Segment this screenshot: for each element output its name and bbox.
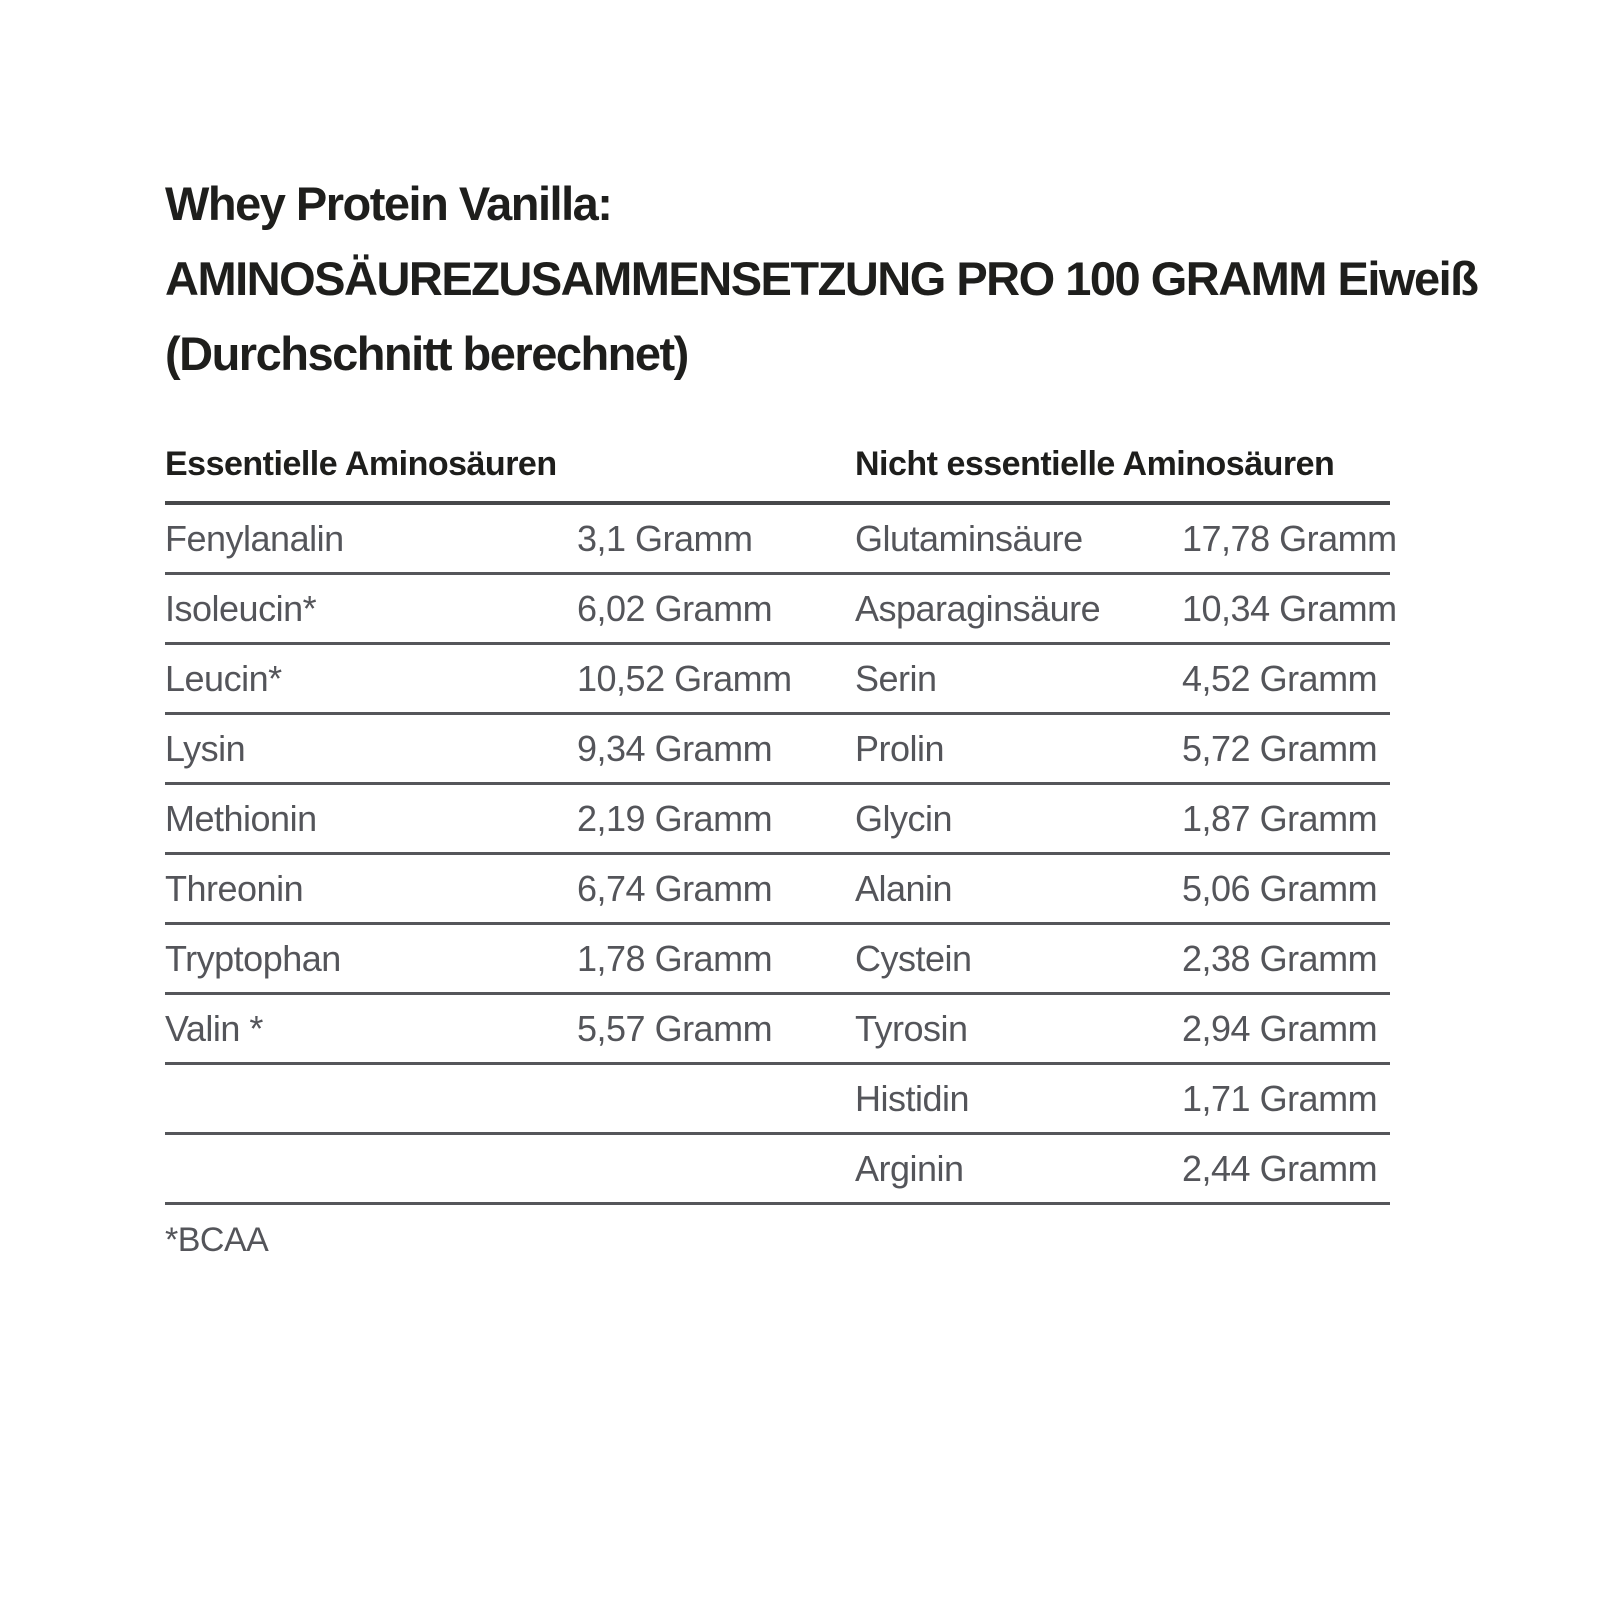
bcaa-footnote: *BCAA <box>165 1221 269 1259</box>
table-row <box>165 1135 1390 1205</box>
table-row <box>165 505 1397 575</box>
essential-value: 6,02 Gramm <box>577 587 773 629</box>
essential-value: 6,74 Gramm <box>577 867 773 909</box>
table-row <box>165 1065 1390 1135</box>
essential-name: Threonin <box>165 867 304 909</box>
amino-acid-table <box>165 445 1397 1260</box>
non-essential-value: 2,94 Gramm <box>1182 1007 1378 1049</box>
non-essential-value: 1,87 Gramm <box>1182 797 1378 839</box>
title-line-product: Whey Protein Vanilla: <box>165 177 612 230</box>
page-title <box>165 166 1478 391</box>
essential-name: Leucin* <box>165 657 282 699</box>
essential-value: 10,52 Gramm <box>577 657 792 699</box>
essential-value: 3,1 Gramm <box>577 517 753 559</box>
essential-name: Valin * <box>165 1007 263 1049</box>
non-essential-value: 17,78 Gramm <box>1182 517 1397 559</box>
non-essential-name: Prolin <box>855 727 945 769</box>
essential-value: 5,57 Gramm <box>577 1007 773 1049</box>
essential-name: Fenylanalin <box>165 517 344 559</box>
table-row <box>165 715 1390 785</box>
non-essential-name: Asparaginsäure <box>855 587 1101 629</box>
essential-name: Methionin <box>165 797 317 839</box>
non-essential-value: 5,72 Gramm <box>1182 727 1378 769</box>
essential-name: Isoleucin* <box>165 587 317 629</box>
non-essential-name: Serin <box>855 657 937 699</box>
non-essential-name: Cystein <box>855 937 972 979</box>
essential-name: Lysin <box>165 727 246 769</box>
non-essential-name: Tyrosin <box>855 1007 968 1049</box>
non-essential-value: 2,44 Gramm <box>1182 1147 1378 1189</box>
non-essential-name: Glycin <box>855 797 953 839</box>
non-essential-value: 1,71 Gramm <box>1182 1077 1378 1119</box>
table-row <box>165 995 1390 1065</box>
table-row <box>165 785 1390 855</box>
non-essential-name: Alanin <box>855 867 953 909</box>
title-line-note: (Durchschnitt berechnet) <box>165 327 688 380</box>
essential-value: 1,78 Gramm <box>577 937 773 979</box>
non-essential-value: 2,38 Gramm <box>1182 937 1378 979</box>
essential-value: 2,19 Gramm <box>577 797 773 839</box>
table-row <box>165 575 1397 645</box>
table-row <box>165 925 1390 995</box>
essential-value: 9,34 Gramm <box>577 727 773 769</box>
table-row <box>165 645 1390 715</box>
title-line-composition: AMINOSÄUREZUSAMMENSETZUNG PRO 100 GRAMM Eiweiß <box>165 252 1478 305</box>
non-essential-value: 4,52 Gramm <box>1182 657 1378 699</box>
amino-acid-info-sheet <box>165 166 1478 1260</box>
header-non-essential: Nicht essentielle Aminosäuren <box>855 445 1335 483</box>
non-essential-name: Arginin <box>855 1147 964 1189</box>
non-essential-value: 10,34 Gramm <box>1182 587 1397 629</box>
header-essential: Essentielle Aminosäuren <box>165 445 557 483</box>
table-row <box>165 855 1390 925</box>
non-essential-name: Glutaminsäure <box>855 517 1083 559</box>
table-header-row <box>165 445 1390 505</box>
non-essential-name: Histidin <box>855 1077 970 1119</box>
essential-name: Tryptophan <box>165 937 341 979</box>
non-essential-value: 5,06 Gramm <box>1182 867 1378 909</box>
